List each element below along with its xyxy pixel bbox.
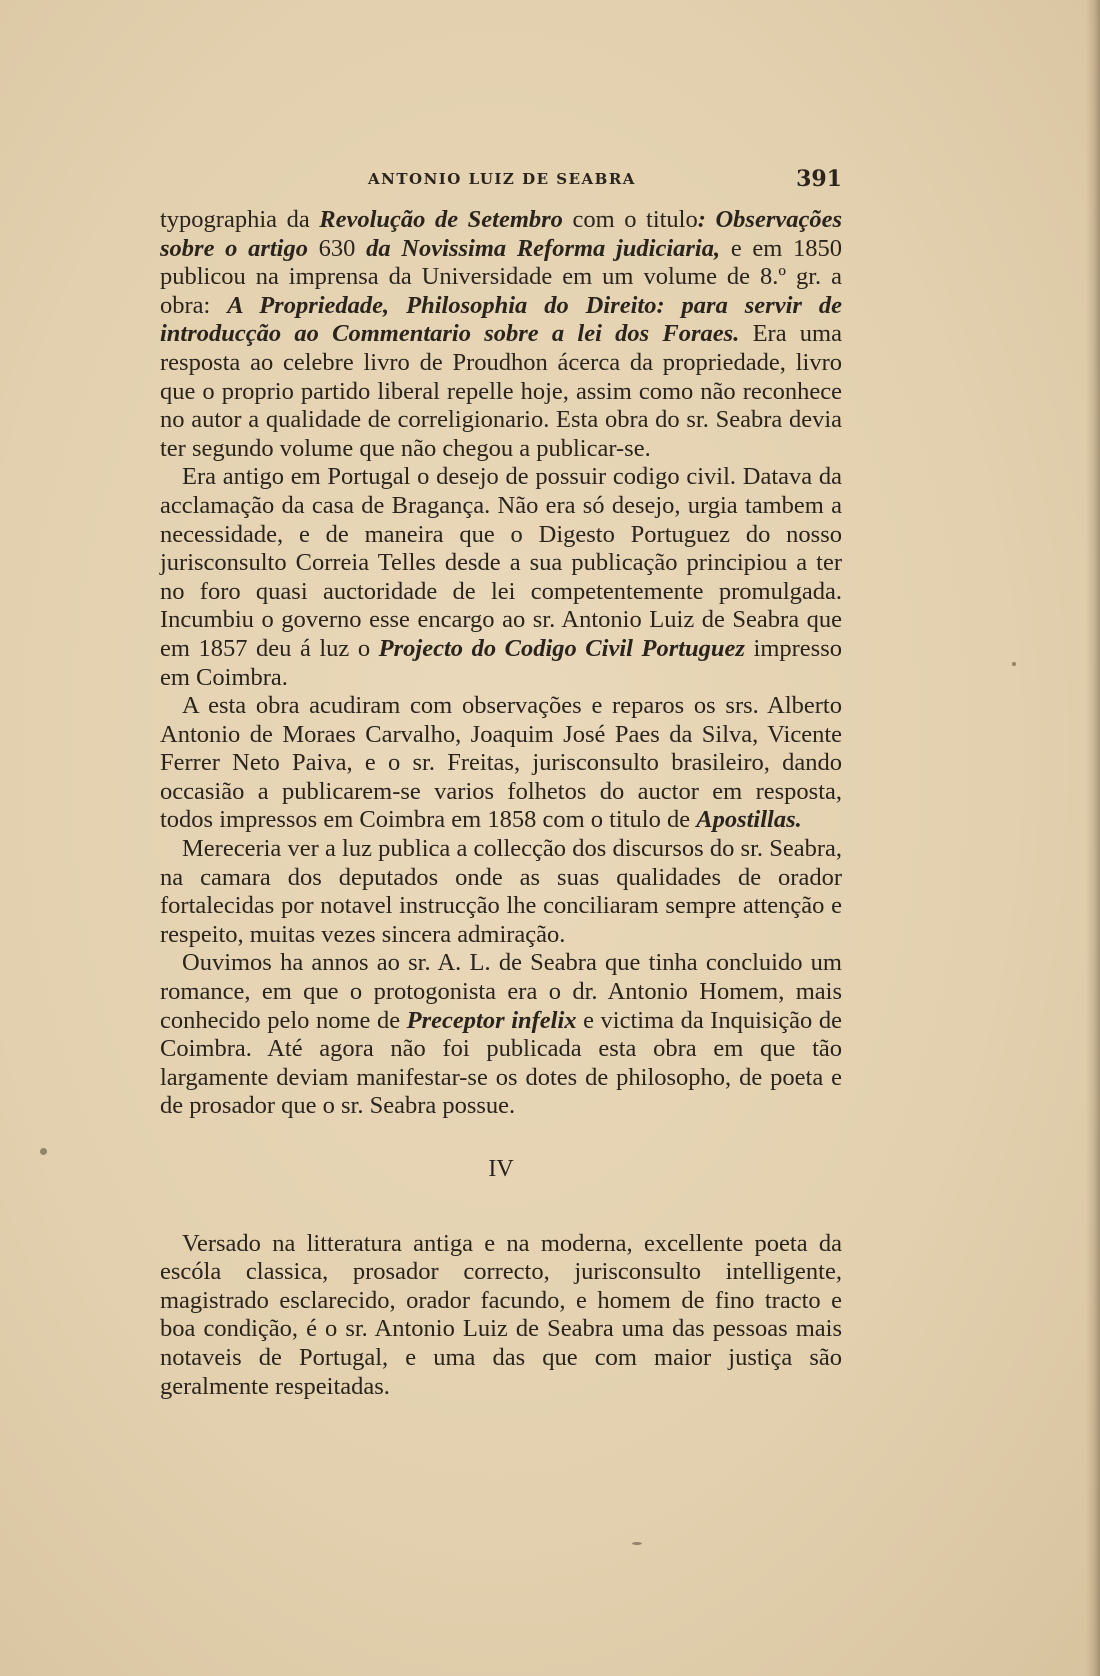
ink-speck	[40, 1148, 47, 1155]
text-run: 630	[307, 234, 367, 262]
page-number: 391	[796, 166, 842, 192]
italic-run: Apostillas.	[696, 806, 802, 834]
section-heading: IV	[488, 1156, 514, 1182]
ink-speck	[1012, 662, 1016, 666]
text-run: impresso em Coimbra.	[160, 634, 842, 691]
paragraph	[160, 835, 842, 949]
paragraph	[160, 206, 842, 463]
paragraph	[160, 1230, 842, 1402]
running-title: ANTONIO LUIZ DE SEABRA	[368, 170, 636, 188]
text-run: e em 1850 publicou na imprensa da Universidade em um volume de 8.º gr. a obra:	[160, 234, 843, 319]
italic-run: A Propriedade, Philosophia do Direito: para servir de introducção ao Commentario sobre a lei dos Foraes.	[160, 291, 842, 348]
text-run: e victima da Inquisição de Coimbra. Até agora não foi publicada esta obra em que tão largamente deviam manifestar-se os dotes de philosopho, de poeta e de prosador que o sr. Seabra possue.	[160, 1006, 842, 1120]
body-text	[160, 206, 842, 1401]
text-run: typographia da	[160, 206, 320, 233]
italic-run: Preceptor infelix	[406, 1006, 577, 1034]
text-run: Era antigo em Portugal o desejo de possuir codigo civil. Datava da acclamação da casa de Bragança. Não era só desejo, urgia tambem a necessidade, e de maneira que o Digesto Portuguez do nosso jurisconsulto Correia Telles desde a sua publicação principiou a ter no foro quasi auctoridade de lei competentemente promulgada. Incumbiu o governo esse encargo ao sr. Antonio Luiz de Seabra que em 1857 deu á luz o	[160, 463, 842, 662]
ink-speck	[632, 1542, 642, 1545]
text-run: Versado na litteratura antiga e na moderna, excellente poeta da escóla classica, prosador correcto, jurisconsulto intelligente, magistrado esclarecido, orador facundo, e homem de fino tracto e boa condição, é o sr. Antonio Luiz de Seabra uma das pessoas mais notaveis de Portugal, e uma das que com maior justiça são geralmente respeitadas.	[160, 1229, 842, 1400]
paragraph-list	[160, 206, 842, 1121]
text-run: com o titulo	[562, 206, 698, 233]
text-run: A esta obra acudiram com observações e reparos os srs. Alberto Antonio de Moraes Carvalho, Joaquim José Paes da Silva, Vicente Ferrer Neto Paiva, e o sr. Freitas, jurisconsulto brasileiro, dando occasião a publicarem-se varios folhetos do auctor em resposta, todos impressos em Coimbra em 1858 com o titulo de	[160, 692, 842, 834]
italic-run: : Observações sobre o artigo	[160, 206, 843, 262]
italic-run: da Novissima Reforma judiciaria,	[366, 234, 721, 262]
italic-run: Revolução de Setembro	[319, 206, 563, 233]
text-run: Era uma resposta ao celebre livro de Proudhon ácerca da propriedade, livro que o proprio partido liberal repelle hoje, assim como não reconhece no autor a qualidade de correligionario. Esta obra do sr. Seabra devia ter segundo volume que não chegou a publicar-se.	[160, 320, 842, 462]
paragraph	[160, 949, 842, 1121]
page-edge-shadow	[1086, 0, 1100, 1676]
paragraph	[160, 692, 842, 835]
running-head	[160, 166, 842, 194]
section-paragraph-list	[160, 1230, 842, 1402]
italic-run: Projecto do Codigo Civil Portuguez	[378, 634, 745, 662]
text-run: Mereceria ver a luz publica a collecção dos discursos do sr. Seabra, na camara dos deputados onde as suas qualidades de orador fortalecidas por notavel instrucção lhe conciliaram sempre attenção e respeito, muitas vezes sincera admiração.	[160, 835, 842, 948]
paragraph	[160, 463, 842, 692]
text-run: Ouvimos ha annos ao sr. A. L. de Seabra que tinha concluido um romance, em que o protogonista era o dr. Antonio Homem, mais conhecido pelo nome de	[160, 949, 842, 1034]
